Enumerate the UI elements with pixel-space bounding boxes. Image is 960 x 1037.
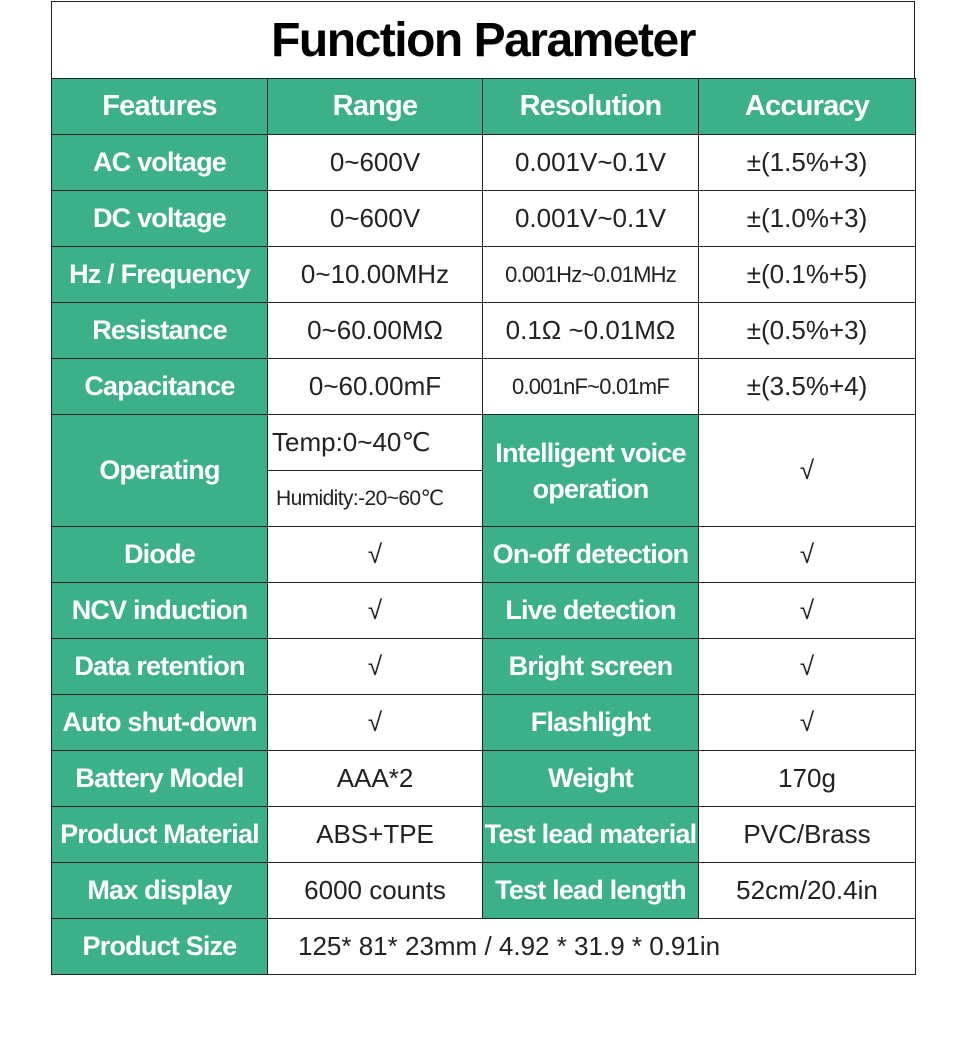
table-row: [52, 863, 916, 919]
range-cell: 0~600V: [268, 191, 483, 247]
table-row: [52, 191, 916, 247]
product-size-label: Product Size: [52, 919, 268, 975]
feature-value: PVC/Brass: [699, 807, 916, 863]
range-cell: 0~600V: [268, 135, 483, 191]
page-title: Function Parameter: [51, 1, 915, 78]
feature-value: √: [268, 583, 483, 639]
feature-value: ABS+TPE: [268, 807, 483, 863]
table-row: [52, 359, 916, 415]
range-cell: 0~60.00mF: [268, 359, 483, 415]
accuracy-cell: ±(0.1%+5): [699, 247, 916, 303]
feature-cell: Capacitance: [52, 359, 268, 415]
operating-row: [52, 415, 916, 471]
header-row: [52, 79, 916, 135]
feature-cell: AC voltage: [52, 135, 268, 191]
range-cell: 0~10.00MHz: [268, 247, 483, 303]
table-row: [52, 527, 916, 583]
parameter-table: [51, 78, 916, 975]
feature-cell: Resistance: [52, 303, 268, 359]
resolution-cell: 0.001V~0.1V: [483, 191, 699, 247]
feature-label: Auto shut-down: [52, 695, 268, 751]
resolution-cell: 0.1Ω ~0.01MΩ: [483, 303, 699, 359]
feature-label: Flashlight: [483, 695, 699, 751]
operating-label: Operating: [52, 415, 268, 527]
operating-temp: Temp:0~40℃: [268, 415, 483, 471]
table-row: [52, 247, 916, 303]
header-resolution: Resolution: [483, 79, 699, 135]
feature-label: Diode: [52, 527, 268, 583]
feature-value: 6000 counts: [268, 863, 483, 919]
feature-value: √: [699, 527, 916, 583]
voice-operation-value: √: [699, 415, 916, 527]
feature-value: AAA*2: [268, 751, 483, 807]
header-range: Range: [268, 79, 483, 135]
feature-label: Battery Model: [52, 751, 268, 807]
feature-label: Product Material: [52, 807, 268, 863]
feature-cell: DC voltage: [52, 191, 268, 247]
feature-label: Test lead material: [483, 807, 699, 863]
feature-value: √: [268, 639, 483, 695]
header-features: Features: [52, 79, 268, 135]
accuracy-cell: ±(1.0%+3): [699, 191, 916, 247]
feature-cell: Hz / Frequency: [52, 247, 268, 303]
table-row: [52, 695, 916, 751]
table-row: [52, 135, 916, 191]
feature-label: Test lead length: [483, 863, 699, 919]
table-row: [52, 303, 916, 359]
table-row: [52, 751, 916, 807]
resolution-cell: 0.001nF~0.01mF: [483, 359, 699, 415]
feature-value: 52cm/20.4in: [699, 863, 916, 919]
parameter-sheet: [51, 1, 915, 975]
feature-value: √: [268, 695, 483, 751]
feature-label: Max display: [52, 863, 268, 919]
feature-label: On-off detection: [483, 527, 699, 583]
feature-label: Weight: [483, 751, 699, 807]
feature-value: √: [699, 583, 916, 639]
product-size-value: 125* 81* 23mm / 4.92 * 31.9 * 0.91in: [268, 919, 916, 975]
accuracy-cell: ±(3.5%+4): [699, 359, 916, 415]
feature-label: Bright screen: [483, 639, 699, 695]
feature-label: NCV induction: [52, 583, 268, 639]
voice-operation-label: Intelligent voice operation: [483, 415, 699, 527]
table-row: [52, 639, 916, 695]
header-accuracy: Accuracy: [699, 79, 916, 135]
table-row: [52, 583, 916, 639]
accuracy-cell: ±(1.5%+3): [699, 135, 916, 191]
resolution-cell: 0.001V~0.1V: [483, 135, 699, 191]
feature-label: Data retention: [52, 639, 268, 695]
product-size-row: [52, 919, 916, 975]
feature-value: √: [699, 695, 916, 751]
feature-value: √: [699, 639, 916, 695]
accuracy-cell: ±(0.5%+3): [699, 303, 916, 359]
range-cell: 0~60.00MΩ: [268, 303, 483, 359]
table-row: [52, 807, 916, 863]
feature-value: √: [268, 527, 483, 583]
resolution-cell: 0.001Hz~0.01MHz: [483, 247, 699, 303]
operating-humidity: Humidity:-20~60℃: [268, 471, 483, 527]
feature-value: 170g: [699, 751, 916, 807]
feature-label: Live detection: [483, 583, 699, 639]
